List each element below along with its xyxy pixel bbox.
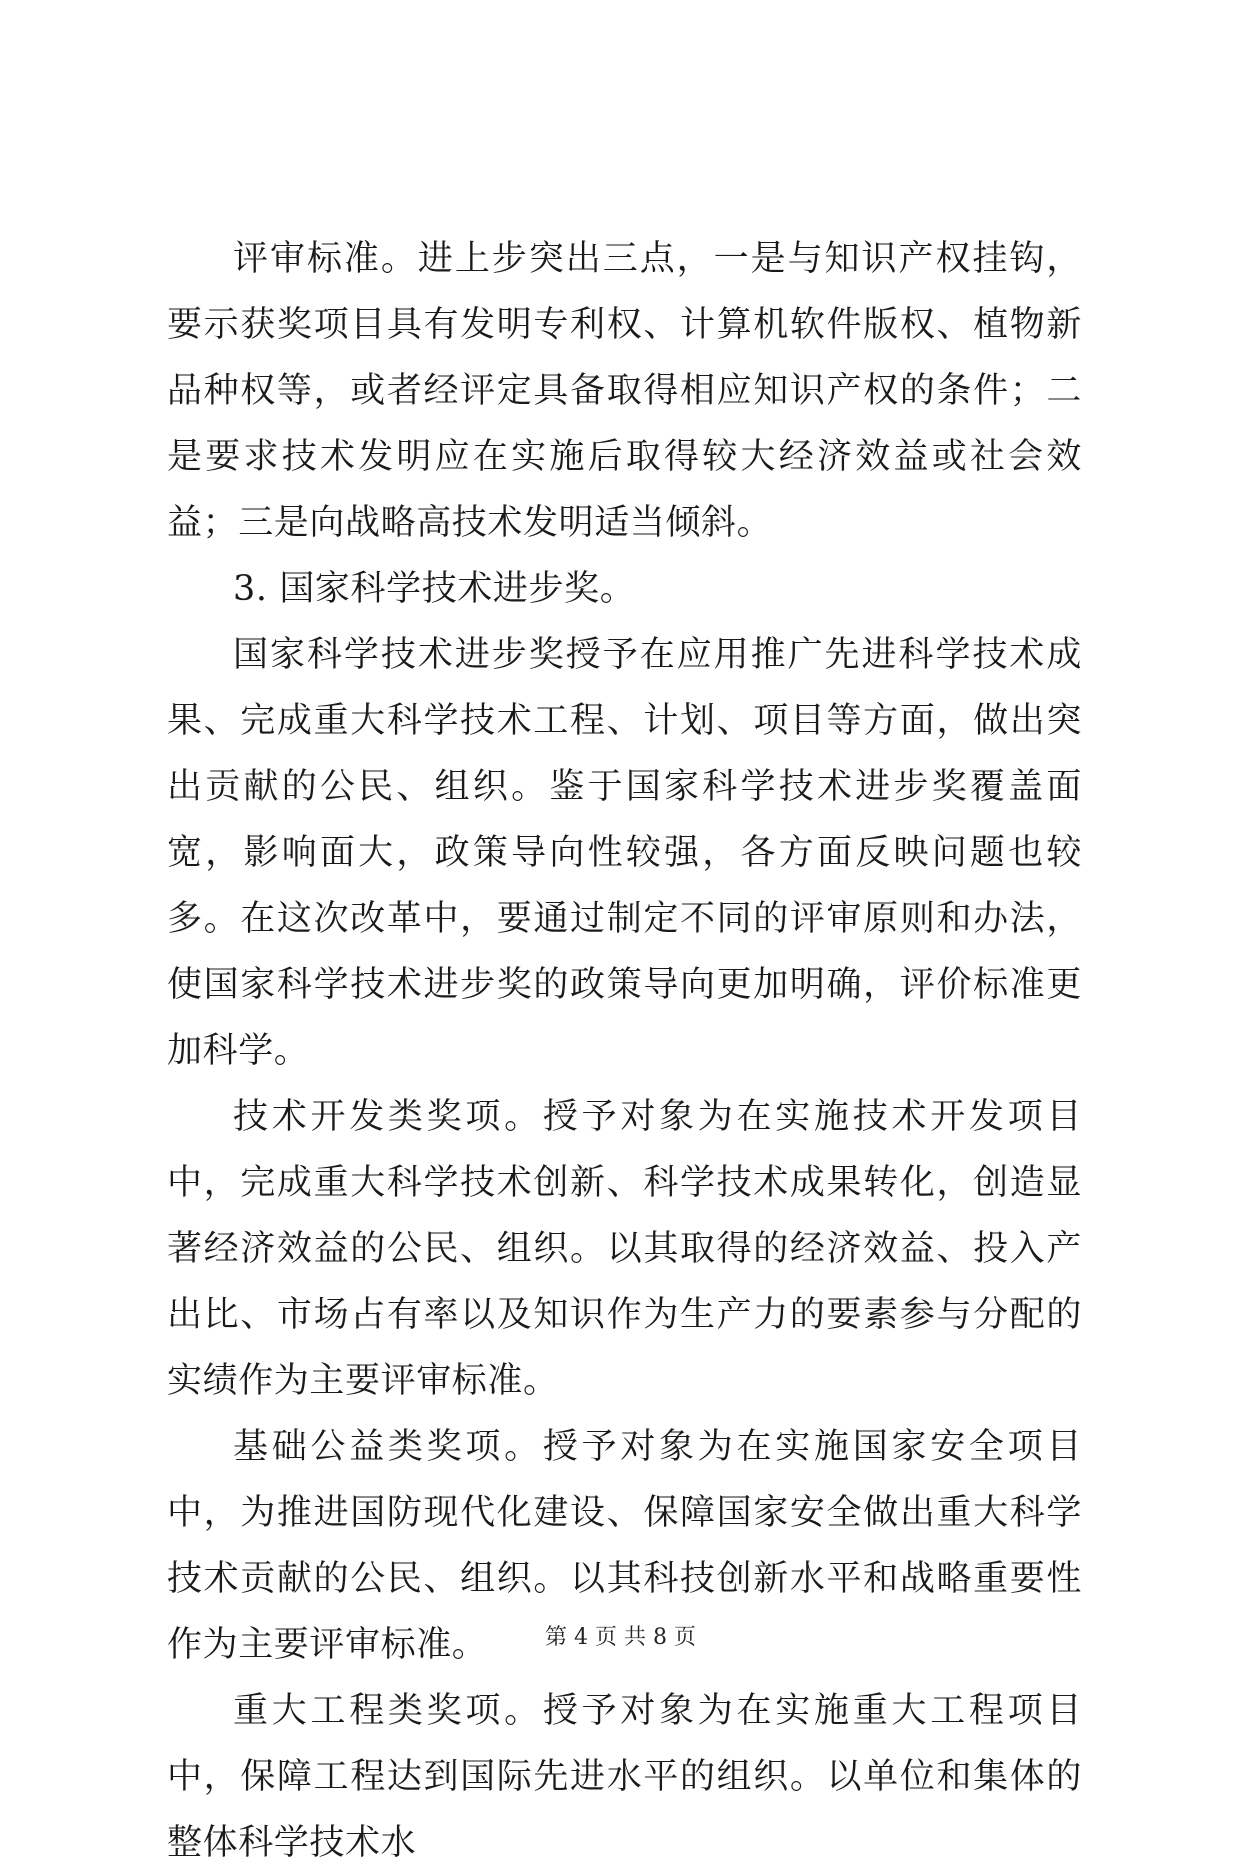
- paragraph-review-criteria: 评审标准。进上步突出三点，一是与知识产权挂钩，要示获奖项目具有发明专利权、计算机软件版权、植物新品种权等，或者经评定具备取得相应知识产权的条件；二是要求技术发明应在实施后取得较大经济效益或社会效益；三是向战略高技术发明适当倾斜。: [167, 239, 1082, 543]
- paragraph-major-engineering: 重大工程类奖项。授予对象为在实施重大工程项目中，保障工程达到国际先进水平的组织。以单位和集体的整体科学技术水: [167, 1691, 1082, 1863]
- section-heading-progress-award: 3. 国家科学技术进步奖。: [233, 569, 636, 609]
- page-number-footer: 第 4 页 共 8 页: [545, 1625, 696, 1650]
- paragraph-basic-public-welfare: 基础公益类奖项。授予对象为在实施国家安全项目中，为推进国防现代化建设、保障国家安全做出重大科学技术贡献的公民、组织。以其科技创新水平和战略重要性作为主要评审标准。: [167, 1427, 1082, 1665]
- paragraph-progress-award-intro: 国家科学技术进步奖授予在应用推广先进科学技术成果、完成重大科学技术工程、计划、项目等方面，做出突出贡献的公民、组织。鉴于国家科学技术进步奖覆盖面宽，影响面大，政策导向性较强，各方面反映问题也较多。在这次改革中，要通过制定不同的评审原则和办法，使国家科学技术进步奖的政策导向更加明确，评价标准更加科学。: [167, 635, 1082, 1071]
- paragraph-tech-development: 技术开发类奖项。授予对象为在实施技术开发项目中，完成重大科学技术创新、科学技术成果转化，创造显著经济效益的公民、组织。以其取得的经济效益、投入产出比、市场占有率以及知识作为生产力的要素参与分配的实绩作为主要评审标准。: [167, 1097, 1082, 1401]
